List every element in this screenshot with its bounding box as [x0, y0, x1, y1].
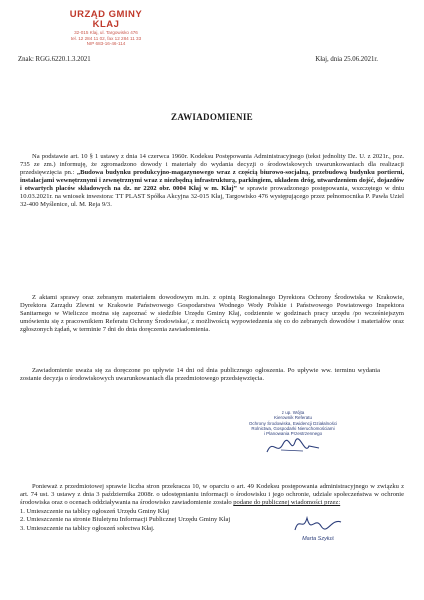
- signature1-line-5: i Planowania Przestrzennego: [263, 431, 323, 437]
- paragraph3-text: Zawiadomienie uważa się za doręczone po upływie 14 dni od dnia publicznego ogłoszenia. Po upływie ww. terminu wydania zostanie decyzja o środowiskowych uwarunkowaniach dla przedmiotowego przedsięwzięcia.: [20, 367, 380, 382]
- reference-number: Znak: RGG.6220.1.3.2021: [18, 56, 91, 63]
- publication-heading: podane do publicznej wiadomości przez:: [233, 499, 341, 506]
- paragraph-delivery: [20, 367, 380, 383]
- signature-block-1: [228, 410, 358, 458]
- document-title: ZAWIADOMIENIE: [171, 112, 253, 122]
- signature-block-2: [268, 512, 368, 542]
- paragraph1-intro: Na podstawie art. 10 § 1 ustawy z dnia 14 czerwca 1960r. Kodeksu Postępowania Administracyjnego (tekst jednolity Dz. U. z 2021r., poz. 735 ze zm.) informuję, że zgromadzono dowody i materiały do wydania decyzji o środowiskowych uwarunkowaniach dla realizacji przedsięwzięcia pn.:: [20, 153, 404, 176]
- place-date: Kłaj, dnia 25.06.2021r.: [315, 56, 378, 63]
- signature1-line-1: z up. Wójta: [281, 410, 305, 415]
- paragraph1-rest: w sprawie prowadzonego postępowania, wszczętego w dniu 10.03.2021r. na wniosek inwestora: TT PLAST Spółka Akcyjna 32-015 Kłaj, Targowisko 476 występującego przez pełnomocnika P. Pawła Uziel 32-400 Myślenice, ul. M. Reja 9/3.: [20, 185, 404, 208]
- stamp-org-line-1: URZĄD GMINY: [69, 9, 143, 20]
- list-item: 2. Umieszczenie na stronie Biuletynu Informacji Publicznej Urzędu Gminy Kłaj: [20, 516, 231, 524]
- signature1-line-2: Kierownik Referatu: [273, 415, 313, 421]
- list-item: 3. Umieszczenie na tablicy ogłoszeń sołectwa Kłaj.: [20, 524, 155, 532]
- office-stamp: [36, 10, 176, 47]
- stamp-nip: NIP 683-16-46-114: [86, 41, 126, 47]
- stamp-phone: tel. 12 284 11 02, fax 12 284 11 33: [70, 35, 142, 41]
- stamp-org-line-2: KLAJ: [92, 19, 120, 30]
- handwritten-signature-2: [291, 512, 345, 536]
- paragraph4-text: Ponieważ z przedmiotowej sprawie liczba stron przekracza 10, w oparciu o art. 49 Kodeksu postępowania administracyjnego w związku z art. 74 ust. 3 ustawy z dnia 3 października 2008r. o udostępnianiu informacji o środowisku i jego ochronie, udziale społeczeństwa w ochronie środowiska oraz o ocenach oddziaływania na środowisko zawiadomienie zostało: [20, 483, 404, 506]
- paragraph-case-files: [20, 294, 404, 334]
- signature1-line-4: Rolnictwa, Gospodarki Nieruchomościami: [251, 425, 335, 431]
- list-item: 1. Umieszczenie na tablicy ogłoszeń Urzędu Gminy Kłaj: [20, 508, 170, 515]
- signature1-line-3: Ochrony Środowiska, Ewidencji Działalności: [248, 420, 338, 426]
- paragraph-legal-basis: [20, 153, 404, 209]
- signer-name: Marta Szyłuś: [302, 536, 334, 542]
- handwritten-signature-1: [263, 436, 323, 458]
- project-name: „Budowa budynku produkcyjno-magazynowego wraz z częścią biurowo-socjalną, przebudową budynku portierni, instalacjami wewnętrznymi i zewnętrznymi wraz z niezbędną infrastrukturą, parkingiem, układem dróg, utwardzeniem dojść, dojazdów i otwartych placów składowych na dz. nr 2202 obr. 0004 Kłaj w m. Kłaj”: [20, 169, 404, 192]
- paragraph2-text: Z aktami sprawy oraz zebranym materiałem dowodowym m.in. z opinią Regionalnego Dyrektora Ochrony Środowiska w Krakowie, Dyrektora Zarządu Zlewni w Krakowie Państwowego Gospodarstwa Wodnego Wody Polskie i Państwowego Powiatowego Inspektora Sanitarnego w Wieliczce można się zapoznać w siedzibie Urzędu Gminy Kłaj, codziennie w godzinach pracy urzędu /po wcześniejszym umówieniu się z pracownikiem Referatu Ochrony Środowiska/, z możliwością wypowiedzenia się co do zebranych dowodów i materiałów oraz zgłoszonych żądań, w terminie 7 dni do dnia doręczenia zawiadomienia.: [20, 294, 404, 333]
- stamp-address: 32-015 Klaj, ul. Targowisko 476: [74, 30, 138, 35]
